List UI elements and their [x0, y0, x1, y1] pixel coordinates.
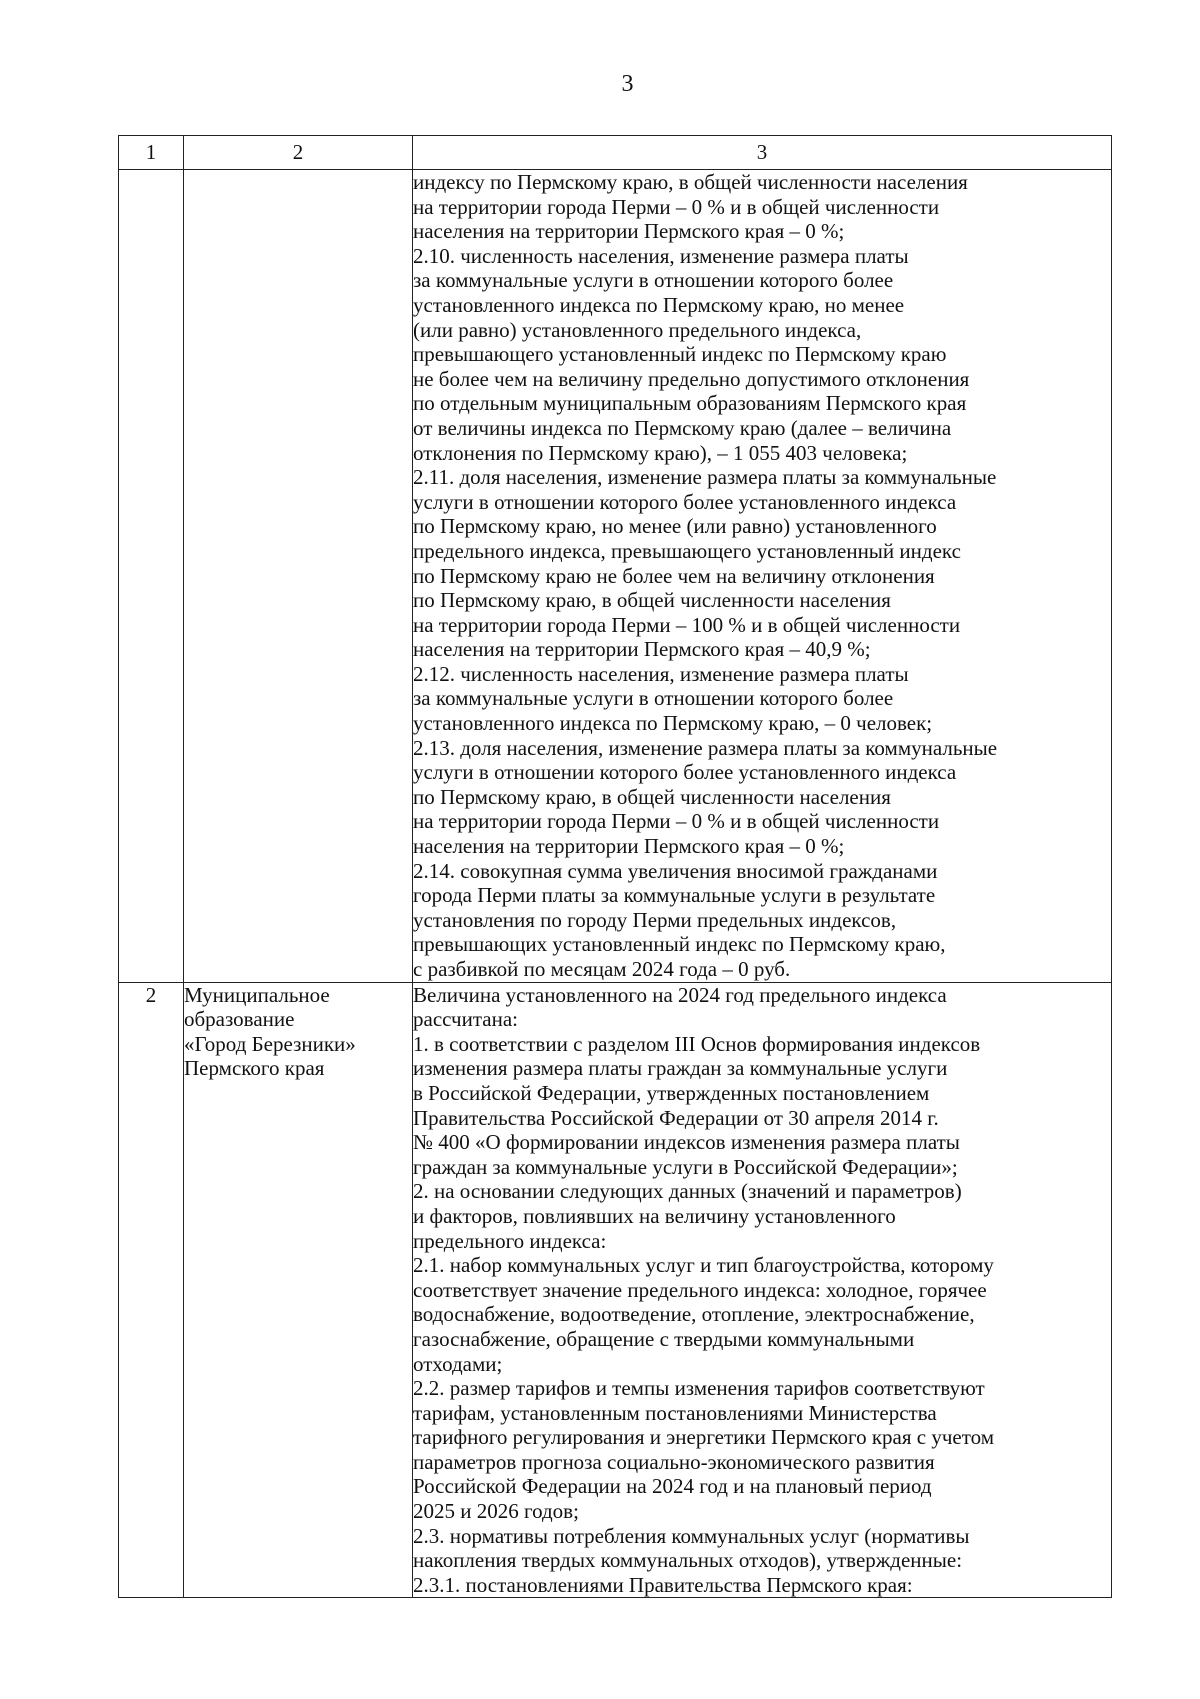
description-line: населения на территории Пермского края – 0 %;: [413, 834, 845, 859]
description-line: газоснабжение, обращение с твердыми коммунальными: [413, 1326, 915, 1351]
description-line: (или равно) установленного предельного индекса,: [413, 317, 862, 342]
description-line: 2.3. нормативы потребления коммунальных услуг (нормативы: [413, 1523, 970, 1548]
table-row: [119, 170, 1112, 983]
description-line: Величина установленного на 2024 год предельного индекса: [413, 982, 947, 1007]
description-line: соответствует значение предельного индекса: холодное, горячее: [413, 1277, 987, 1302]
description-line: по отдельным муниципальным образованиям Пермского края: [413, 391, 967, 416]
description-line: на территории города Перми – 0 % и в общей численности: [413, 809, 940, 834]
document-table: [118, 135, 1112, 1598]
description-cell: [413, 982, 1112, 1598]
municipality-name-line: «Город Березники»: [184, 1031, 356, 1056]
description-line: 2.10. численность населения, изменение размера платы: [413, 243, 909, 268]
description-line: граждан за коммунальные услуги в Российской Федерации»;: [413, 1154, 958, 1179]
description-line: индексу по Пермскому краю, в общей численности населения: [413, 170, 968, 194]
description-line: тарифного регулирования и энергетики Пермского края с учетом: [413, 1425, 995, 1450]
municipality-name-cell: [184, 170, 413, 983]
description-line: Правительства Российской Федерации от 30 апреля 2014 г.: [413, 1105, 939, 1130]
table-header-row: [119, 136, 1112, 170]
description-line: отклонения по Пермскому краю), – 1 055 403 человека;: [413, 440, 908, 465]
description-line: на территории города Перми – 0 % и в общей численности: [413, 194, 940, 219]
description-line: изменения размера платы граждан за коммунальные услуги: [413, 1056, 948, 1081]
column-header-3: 3: [413, 136, 1112, 170]
description-line: 2.12. численность населения, изменение размера платы: [413, 661, 909, 686]
description-line: по Пермскому краю, в общей численности населения: [413, 588, 891, 613]
municipality-name-line: образование: [184, 1007, 295, 1032]
description-line: и факторов, повлиявших на величину установленного: [413, 1203, 896, 1228]
description-line: отходами;: [413, 1351, 503, 1376]
description-line: водоснабжение, водоотведение, отопление, электроснабжение,: [413, 1302, 975, 1327]
description-line: населения на территории Пермского края – 40,9 %;: [413, 637, 871, 662]
description-line: по Пермскому краю, в общей численности населения: [413, 784, 891, 809]
description-line: № 400 «О формировании индексов изменения размера платы: [413, 1130, 960, 1155]
table-row: [119, 982, 1112, 1598]
description-line: Российской Федерации на 2024 год и на плановый период: [413, 1474, 932, 1499]
description-line: 2.14. совокупная сумма увеличения вносимой гражданами: [413, 858, 938, 883]
description-line: услуги в отношении которого более установленного индекса: [413, 760, 957, 785]
description-line: рассчитана:: [413, 1007, 518, 1032]
description-line: 1. в соответствии с разделом III Основ формирования индексов: [413, 1031, 981, 1056]
column-header-2: 2: [184, 136, 413, 170]
description-line: превышающего установленный индекс по Пермскому краю: [413, 342, 947, 367]
description-line: в Российской Федерации, утвержденных постановлением: [413, 1080, 930, 1105]
description-line: от величины индекса по Пермскому краю (далее – величина: [413, 415, 952, 440]
description-line: 2.1. набор коммунальных услуг и тип благоустройства, которому: [413, 1253, 994, 1278]
description-line: с разбивкой по месяцам 2024 года – 0 руб.: [413, 957, 791, 981]
description-line: накопления твердых коммунальных отходов), утвержденные:: [413, 1548, 963, 1573]
row-number-cell: [119, 170, 184, 983]
description-line: не более чем на величину предельно допустимого отклонения: [413, 366, 970, 391]
description-line: предельного индекса:: [413, 1228, 607, 1253]
description-line: 2. на основании следующих данных (значений и параметров): [413, 1179, 962, 1204]
description-line: услуги в отношении которого более установленного индекса: [413, 489, 957, 514]
description-line: тарифам, установленным постановлениями Министерства: [413, 1400, 937, 1425]
description-line: 2.2. размер тарифов и темпы изменения тарифов соответствуют: [413, 1376, 985, 1401]
description-line: города Перми платы за коммунальные услуги в результате: [413, 883, 936, 908]
description-line: по Пермскому краю, но менее (или равно) установленного: [413, 514, 937, 539]
description-line: за коммунальные услуги в отношении которого более: [413, 686, 894, 711]
municipality-name-line: Пермского края: [184, 1056, 325, 1081]
description-line: за коммунальные услуги в отношении которого более: [413, 268, 894, 293]
row-number-cell: 2: [119, 982, 184, 1598]
municipality-name-line: Муниципальное: [184, 982, 330, 1007]
description-line: превышающих установленный индекс по Пермскому краю,: [413, 932, 946, 957]
page-number: 3: [621, 71, 634, 97]
description-line: населения на территории Пермского края – 0 %;: [413, 219, 845, 244]
description-line: установленного индекса по Пермскому краю, но менее: [413, 292, 905, 317]
description-line: 2.13. доля населения, изменение размера платы за коммунальные: [413, 735, 998, 760]
municipality-name-cell: [184, 982, 413, 1598]
description-line: по Пермскому краю не более чем на величину отклонения: [413, 563, 935, 588]
description-line: параметров прогноза социально-экономического развития: [413, 1449, 935, 1474]
description-line: 2.3.1. постановлениями Правительства Пермского края:: [413, 1572, 913, 1597]
description-line: установления по городу Перми предельных индексов,: [413, 907, 897, 932]
column-header-1: 1: [119, 136, 184, 170]
description-line: на территории города Перми – 100 % и в общей численности: [413, 612, 961, 637]
description-line: 2.11. доля населения, изменение размера платы за коммунальные: [413, 465, 997, 490]
description-line: предельного индекса, превышающего установленный индекс: [413, 538, 961, 563]
description-line: 2025 и 2026 годов;: [413, 1499, 579, 1524]
description-cell: [413, 170, 1112, 983]
description-line: установленного индекса по Пермскому краю, – 0 человек;: [413, 711, 933, 736]
